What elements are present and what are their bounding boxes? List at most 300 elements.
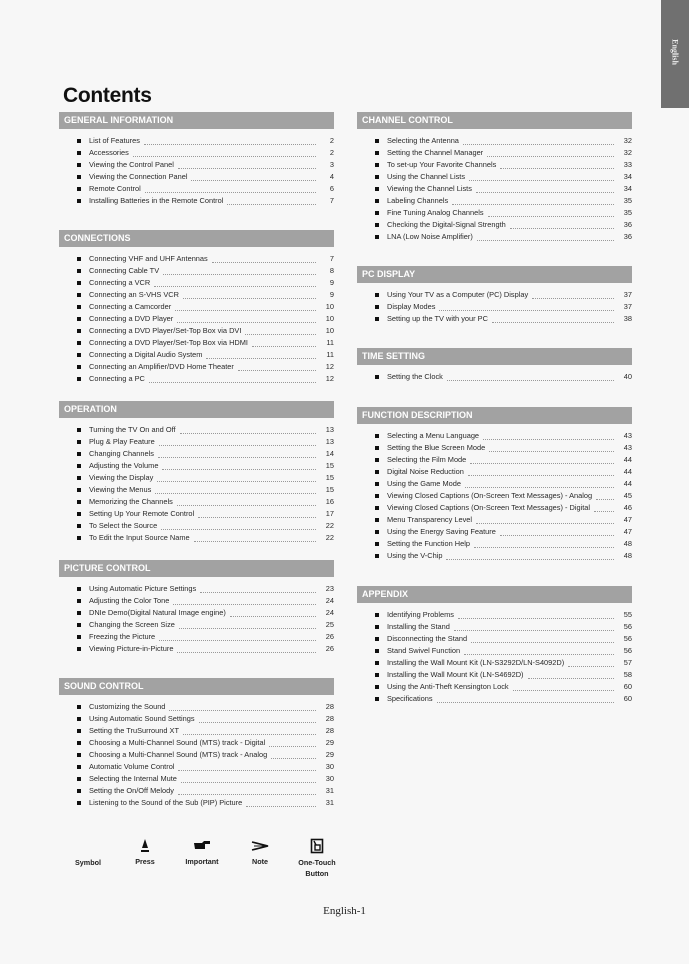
- language-tab: [661, 0, 689, 108]
- square-bullet-icon: [77, 163, 81, 167]
- square-bullet-icon: [77, 705, 81, 709]
- one-touch-button-icon: [292, 838, 342, 854]
- toc-entry[interactable]: [59, 496, 334, 508]
- toc-entry[interactable]: [59, 713, 334, 725]
- dot-leader: [437, 702, 614, 703]
- toc-entry[interactable]: [357, 669, 632, 681]
- toc-entry[interactable]: [357, 430, 632, 442]
- dot-leader: [470, 463, 614, 464]
- dot-leader: [452, 204, 614, 205]
- toc-entry[interactable]: [59, 424, 334, 436]
- toc-entry-label: Setting Up Your Remote Control: [89, 509, 195, 518]
- dot-leader: [271, 758, 316, 759]
- dot-leader: [159, 640, 316, 641]
- square-bullet-icon: [77, 801, 81, 805]
- toc-entry[interactable]: [357, 693, 632, 705]
- toc-entry[interactable]: [59, 147, 334, 159]
- toc-entry-page: 35: [623, 196, 632, 205]
- toc-entry[interactable]: [357, 289, 632, 301]
- toc-entry[interactable]: [59, 265, 334, 277]
- toc-entry-page: 37: [623, 302, 632, 311]
- toc-entry[interactable]: [59, 325, 334, 337]
- toc-entry[interactable]: [357, 135, 632, 147]
- toc-entry[interactable]: [357, 526, 632, 538]
- toc-entry-page: 38: [623, 314, 632, 323]
- toc-entry[interactable]: [59, 361, 334, 373]
- toc-entry[interactable]: [59, 337, 334, 349]
- toc-entry[interactable]: [59, 631, 334, 643]
- section-header: FUNCTION DESCRIPTION: [357, 407, 632, 424]
- toc-entry[interactable]: [59, 253, 334, 265]
- dot-leader: [144, 144, 316, 145]
- square-bullet-icon: [375, 697, 379, 701]
- toc-entry[interactable]: [357, 478, 632, 490]
- toc-entry[interactable]: [59, 472, 334, 484]
- section-header: CONNECTIONS: [59, 230, 334, 247]
- dot-leader: [179, 628, 316, 629]
- square-bullet-icon: [375, 163, 379, 167]
- toc-entry-page: 26: [325, 632, 334, 641]
- toc-entry-label: Using Automatic Picture Settings: [89, 584, 197, 593]
- toc-entry-label: To Select the Source: [89, 521, 158, 530]
- dot-leader: [492, 322, 614, 323]
- toc-entry[interactable]: [59, 749, 334, 761]
- dot-leader: [245, 334, 316, 335]
- square-bullet-icon: [77, 729, 81, 733]
- toc-entry-label: Labeling Channels: [387, 196, 449, 205]
- toc-entry[interactable]: [357, 301, 632, 313]
- toc-entry-label: To set-up Your Favorite Channels: [387, 160, 497, 169]
- toc-entry[interactable]: [59, 773, 334, 785]
- square-bullet-icon: [77, 440, 81, 444]
- toc-entry-label: Using the Energy Saving Feature: [387, 527, 496, 536]
- toc-entry-page: 56: [623, 646, 632, 655]
- toc-entry[interactable]: [59, 289, 334, 301]
- toc-entry[interactable]: [59, 508, 334, 520]
- toc-entry[interactable]: [59, 607, 334, 619]
- dot-leader: [446, 559, 614, 560]
- toc-entry-page: 35: [623, 208, 632, 217]
- symbol-press-label: Press: [135, 857, 155, 866]
- dot-leader: [154, 286, 316, 287]
- toc-entry-page: 7: [329, 254, 334, 263]
- toc-entry-label: Setting the On/Off Melody: [89, 786, 174, 795]
- square-bullet-icon: [375, 223, 379, 227]
- dot-leader: [476, 523, 614, 524]
- toc-entry-label: Connecting Cable TV: [89, 266, 160, 275]
- toc-entry[interactable]: [59, 619, 334, 631]
- toc-list: [357, 430, 632, 562]
- toc-entry[interactable]: [59, 135, 334, 147]
- toc-entry[interactable]: [59, 349, 334, 361]
- square-bullet-icon: [77, 341, 81, 345]
- toc-entry[interactable]: [357, 657, 632, 669]
- toc-section: [357, 348, 632, 383]
- page-number: English-1: [323, 905, 366, 917]
- square-bullet-icon: [77, 524, 81, 528]
- dot-leader: [594, 511, 614, 512]
- toc-entry[interactable]: [357, 550, 632, 562]
- toc-section: [357, 586, 632, 705]
- dot-leader: [471, 642, 614, 643]
- toc-entry[interactable]: [59, 520, 334, 532]
- dot-leader: [439, 310, 614, 311]
- toc-entry[interactable]: [59, 583, 334, 595]
- toc-entry-page: 24: [325, 596, 334, 605]
- toc-entry-label: To Edit the Input Source Name: [89, 533, 190, 542]
- toc-entry[interactable]: [357, 371, 632, 383]
- square-bullet-icon: [375, 293, 379, 297]
- toc-entry-label: Viewing Closed Captions (On-Screen Text Messages) - Digital: [387, 503, 591, 512]
- dot-leader: [155, 493, 316, 494]
- toc-entry[interactable]: [357, 207, 632, 219]
- toc-entry[interactable]: [59, 761, 334, 773]
- toc-entry[interactable]: [59, 183, 334, 195]
- dot-leader: [175, 310, 316, 311]
- toc-entry-page: 15: [325, 473, 334, 482]
- toc-entry-label: Setting up the TV with your PC: [387, 314, 488, 323]
- toc-entry[interactable]: [357, 159, 632, 171]
- square-bullet-icon: [375, 685, 379, 689]
- toc-section: [357, 407, 632, 562]
- toc-entry[interactable]: [59, 195, 334, 207]
- toc-entry-page: 15: [325, 461, 334, 470]
- toc-entry[interactable]: [357, 442, 632, 454]
- dot-leader: [513, 690, 614, 691]
- toc-entry-label: Installing Batteries in the Remote Control: [89, 196, 224, 205]
- toc-entry[interactable]: [357, 313, 632, 325]
- toc-entry-label: Viewing Picture-in-Picture: [89, 644, 174, 653]
- toc-entry-page: 11: [326, 350, 334, 359]
- toc-entry-label: Selecting a Menu Language: [387, 431, 480, 440]
- toc-entry-page: 30: [325, 762, 334, 771]
- toc-entry-page: 45: [623, 491, 632, 500]
- toc-entry[interactable]: [59, 277, 334, 289]
- square-bullet-icon: [375, 199, 379, 203]
- dot-leader: [194, 541, 316, 542]
- dot-leader: [230, 616, 316, 617]
- toc-entry[interactable]: [357, 147, 632, 159]
- square-bullet-icon: [77, 293, 81, 297]
- toc-entry-page: 10: [325, 314, 334, 323]
- symbol-important-label: Important: [185, 857, 219, 866]
- symbol-one-touch: [292, 838, 342, 879]
- square-bullet-icon: [77, 365, 81, 369]
- dot-leader: [269, 746, 316, 747]
- toc-entry-label: Viewing the Menus: [89, 485, 152, 494]
- language-tab-label: English: [670, 39, 680, 65]
- square-bullet-icon: [77, 647, 81, 651]
- toc-entry-label: Listening to the Sound of the Sub (PIP) Picture: [89, 798, 243, 807]
- dot-leader: [469, 180, 614, 181]
- toc-entry-page: 29: [325, 750, 334, 759]
- square-bullet-icon: [375, 613, 379, 617]
- toc-entry-label: Setting the Channel Manager: [387, 148, 484, 157]
- square-bullet-icon: [77, 623, 81, 627]
- section-header: APPENDIX: [357, 586, 632, 603]
- dot-leader: [173, 604, 316, 605]
- toc-entry-page: 58: [623, 670, 632, 679]
- dot-leader: [158, 457, 316, 458]
- dot-leader: [162, 469, 316, 470]
- symbol-one-touch-label: One-Touch Button: [298, 858, 336, 878]
- toc-entry-label: Using the Game Mode: [387, 479, 461, 488]
- toc-entry[interactable]: [357, 195, 632, 207]
- section-header: GENERAL INFORMATION: [59, 112, 334, 129]
- toc-entry[interactable]: [59, 436, 334, 448]
- toc-entry-page: 24: [325, 608, 334, 617]
- square-bullet-icon: [375, 317, 379, 321]
- toc-entry-page: 47: [623, 527, 632, 536]
- toc-entry-label: Adjusting the Volume: [89, 461, 159, 470]
- toc-entry[interactable]: [357, 171, 632, 183]
- dot-leader: [528, 678, 614, 679]
- toc-entry[interactable]: [59, 460, 334, 472]
- toc-list: [59, 583, 334, 655]
- toc-entry-page: 60: [623, 682, 632, 691]
- square-bullet-icon: [77, 353, 81, 357]
- toc-entry-label: Setting the Function Help: [387, 539, 470, 548]
- toc-entry[interactable]: [357, 231, 632, 243]
- toc-entry-page: 14: [325, 449, 334, 458]
- toc-entry-page: 36: [623, 232, 632, 241]
- square-bullet-icon: [375, 434, 379, 438]
- toc-entry[interactable]: [59, 301, 334, 313]
- toc-entry[interactable]: [357, 183, 632, 195]
- square-bullet-icon: [375, 673, 379, 677]
- toc-entry-page: 40: [623, 372, 632, 381]
- toc-entry-page: 57: [623, 658, 632, 667]
- toc-entry[interactable]: [357, 514, 632, 526]
- toc-entry-label: Freezing the Picture: [89, 632, 156, 641]
- square-bullet-icon: [77, 305, 81, 309]
- dot-leader: [199, 722, 316, 723]
- square-bullet-icon: [77, 587, 81, 591]
- page-title: Contents: [63, 84, 152, 107]
- toc-entry-page: 47: [623, 515, 632, 524]
- toc-entry-label: LNA (Low Noise Amplifier): [387, 232, 473, 241]
- toc-entry-label: Menu Transparency Level: [387, 515, 473, 524]
- toc-entry-label: Selecting the Film Mode: [387, 455, 467, 464]
- square-bullet-icon: [375, 187, 379, 191]
- toc-entry[interactable]: [59, 171, 334, 183]
- toc-section: [59, 230, 334, 385]
- dot-leader: [468, 475, 614, 476]
- square-bullet-icon: [77, 329, 81, 333]
- toc-list: [357, 135, 632, 243]
- toc-entry-page: 43: [623, 431, 632, 440]
- toc-entry[interactable]: [357, 490, 632, 502]
- toc-entry-page: 10: [325, 302, 334, 311]
- toc-entry-label: Viewing the Display: [89, 473, 154, 482]
- square-bullet-icon: [375, 661, 379, 665]
- toc-entry[interactable]: [357, 681, 632, 693]
- toc-entry[interactable]: [59, 797, 334, 809]
- square-bullet-icon: [77, 777, 81, 781]
- toc-entry[interactable]: [59, 737, 334, 749]
- toc-entry[interactable]: [59, 595, 334, 607]
- toc-entry-label: Viewing the Connection Panel: [89, 172, 188, 181]
- symbol-press: [124, 838, 166, 866]
- toc-entry[interactable]: [357, 466, 632, 478]
- dot-leader: [246, 806, 316, 807]
- toc-entry-page: 22: [325, 521, 334, 530]
- dot-leader: [159, 445, 316, 446]
- dot-leader: [161, 529, 316, 530]
- toc-entry-label: Selecting the Internal Mute: [89, 774, 177, 783]
- toc-entry-label: Choosing a Multi-Channel Sound (MTS) track - Analog: [89, 750, 268, 759]
- toc-entry-page: 32: [623, 136, 632, 145]
- dot-leader: [178, 770, 316, 771]
- toc-section: [357, 266, 632, 325]
- dot-leader: [454, 630, 614, 631]
- toc-entry-label: Accessories: [89, 148, 129, 157]
- toc-entry[interactable]: [59, 159, 334, 171]
- toc-entry-page: 34: [623, 184, 632, 193]
- toc-entry-label: Display Modes: [387, 302, 436, 311]
- toc-entry-page: 30: [325, 774, 334, 783]
- dot-leader: [183, 298, 316, 299]
- toc-entry-label: DNIe Demo(Digital Natural Image engine): [89, 608, 226, 617]
- toc-entry-label: Customizing the Sound: [89, 702, 166, 711]
- toc-entry-page: 9: [329, 290, 334, 299]
- dot-leader: [463, 144, 614, 145]
- toc-entry-page: 16: [325, 497, 334, 506]
- square-bullet-icon: [77, 717, 81, 721]
- toc-entry[interactable]: [357, 609, 632, 621]
- square-bullet-icon: [77, 452, 81, 456]
- square-bullet-icon: [77, 199, 81, 203]
- dot-leader: [476, 192, 614, 193]
- toc-entry[interactable]: [59, 448, 334, 460]
- toc-section: [59, 401, 334, 544]
- toc-entry[interactable]: [59, 725, 334, 737]
- toc-entry-label: Using the Anti-Theft Kensington Lock: [387, 682, 509, 691]
- dot-leader: [464, 654, 614, 655]
- dot-leader: [149, 382, 316, 383]
- section-header: SOUND CONTROL: [59, 678, 334, 695]
- dot-leader: [200, 592, 316, 593]
- toc-entry-page: 48: [623, 551, 632, 560]
- toc-entry[interactable]: [357, 502, 632, 514]
- square-bullet-icon: [77, 428, 81, 432]
- toc-entry-page: 32: [623, 148, 632, 157]
- dot-leader: [500, 168, 614, 169]
- square-bullet-icon: [77, 500, 81, 504]
- dot-leader: [568, 666, 614, 667]
- toc-entry-label: Viewing the Control Panel: [89, 160, 174, 169]
- toc-entry[interactable]: [59, 532, 334, 544]
- toc-section: [59, 678, 334, 809]
- square-bullet-icon: [375, 542, 379, 546]
- toc-entry-label: Setting the Blue Screen Mode: [387, 443, 486, 452]
- dot-leader: [133, 156, 316, 157]
- toc-entry[interactable]: [59, 701, 334, 713]
- toc-entry-label: List of Features: [89, 136, 140, 145]
- toc-entry-page: 29: [325, 738, 334, 747]
- toc-entry-label: Selecting the Antenna: [387, 136, 459, 145]
- square-bullet-icon: [77, 599, 81, 603]
- toc-entry-page: 34: [623, 172, 632, 181]
- dot-leader: [227, 204, 316, 205]
- square-bullet-icon: [77, 317, 81, 321]
- square-bullet-icon: [375, 554, 379, 558]
- toc-entry-label: Memorizing the Channels: [89, 497, 173, 506]
- toc-entry[interactable]: [357, 633, 632, 645]
- toc-entry[interactable]: [59, 313, 334, 325]
- toc-list: [357, 289, 632, 325]
- toc-entry-label: Setting the Clock: [387, 372, 443, 381]
- toc-entry-page: 3: [329, 160, 334, 169]
- dot-leader: [145, 192, 316, 193]
- dot-leader: [177, 652, 316, 653]
- toc-entry-label: Changing the Screen Size: [89, 620, 175, 629]
- toc-entry-page: 37: [623, 290, 632, 299]
- dot-leader: [183, 734, 316, 735]
- symbol-heading: [60, 858, 116, 867]
- dot-leader: [157, 481, 316, 482]
- toc-entry[interactable]: [59, 785, 334, 797]
- section-header: PICTURE CONTROL: [59, 560, 334, 577]
- toc-entry-page: 2: [329, 148, 334, 157]
- square-bullet-icon: [77, 476, 81, 480]
- toc-entry-label: Installing the Wall Mount Kit (LN-S3292D/LN-S4092D): [387, 658, 565, 667]
- toc-entry-page: 43: [623, 443, 632, 452]
- square-bullet-icon: [375, 494, 379, 498]
- dot-leader: [177, 505, 316, 506]
- toc-entry-page: 44: [623, 479, 632, 488]
- square-bullet-icon: [375, 470, 379, 474]
- toc-entry-label: Setting the TruSurround XT: [89, 726, 179, 735]
- dot-leader: [510, 228, 614, 229]
- square-bullet-icon: [77, 139, 81, 143]
- toc-entry[interactable]: [357, 621, 632, 633]
- square-bullet-icon: [77, 611, 81, 615]
- dot-leader: [178, 168, 316, 169]
- toc-list: [59, 253, 334, 385]
- toc-entry-page: 2: [329, 136, 334, 145]
- square-bullet-icon: [77, 635, 81, 639]
- toc-entry-page: 23: [325, 584, 334, 593]
- toc-entry[interactable]: [59, 484, 334, 496]
- toc-entry[interactable]: [357, 454, 632, 466]
- toc-entry-label: Changing Channels: [89, 449, 154, 458]
- toc-entry[interactable]: [59, 373, 334, 385]
- square-bullet-icon: [77, 765, 81, 769]
- toc-section: [357, 112, 632, 243]
- toc-entry-label: Connecting a VCR: [89, 278, 151, 287]
- toc-entry[interactable]: [357, 219, 632, 231]
- dot-leader: [198, 517, 316, 518]
- toc-entry[interactable]: [357, 538, 632, 550]
- toc-entry-label: Connecting VHF and UHF Antennas: [89, 254, 208, 263]
- toc-entry-page: 28: [325, 726, 334, 735]
- toc-list: [59, 424, 334, 544]
- toc-entry-page: 25: [325, 620, 334, 629]
- square-bullet-icon: [77, 512, 81, 516]
- toc-entry-label: Adjusting the Color Tone: [89, 596, 170, 605]
- dot-leader: [477, 240, 614, 241]
- toc-entry[interactable]: [357, 645, 632, 657]
- square-bullet-icon: [375, 175, 379, 179]
- dot-leader: [238, 370, 316, 371]
- square-bullet-icon: [77, 175, 81, 179]
- toc-list: [357, 609, 632, 705]
- toc-entry-label: Connecting an S-VHS VCR: [89, 290, 179, 299]
- section-header: PC DISPLAY: [357, 266, 632, 283]
- toc-section: [59, 112, 334, 207]
- toc-entry[interactable]: [59, 643, 334, 655]
